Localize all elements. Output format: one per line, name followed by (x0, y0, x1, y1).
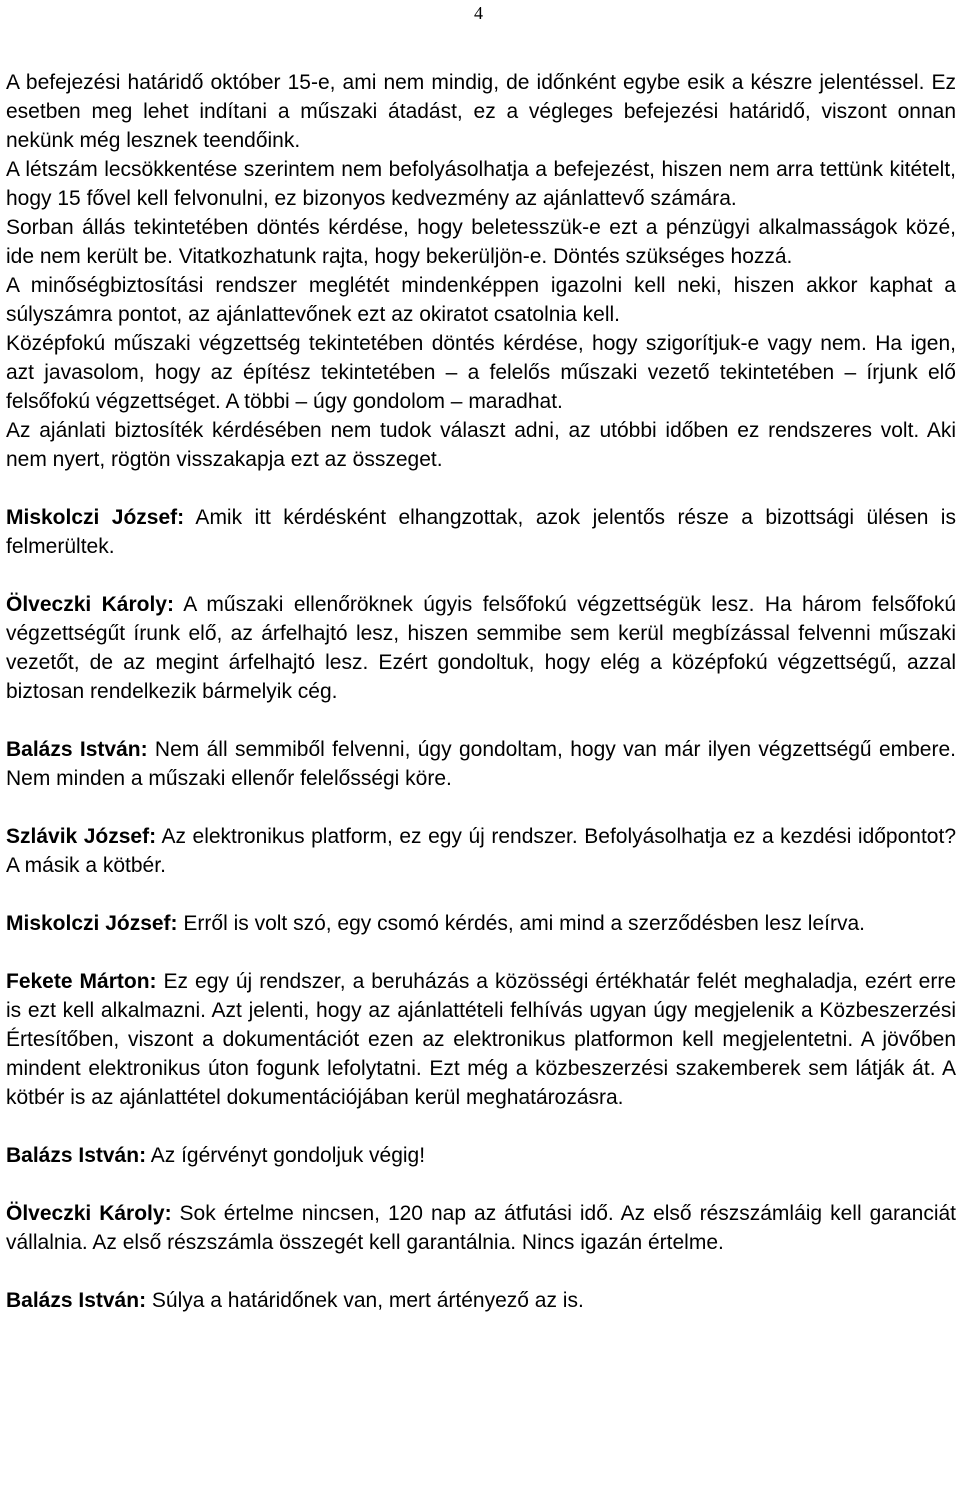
statement-text: Súlya a határidőnek van, mert ártényező az is. (146, 1289, 584, 1312)
statement-text: Az ígérvényt gondoljuk végig! (146, 1144, 426, 1167)
statement-text: Sok értelme nincsen, 120 nap az átfutási idő. Az első részszámláig kell garanciát vállalnia. Az első részszámla összegét kell garantálnia. Nincs igazán értelme. (6, 1202, 956, 1254)
statement (6, 1141, 956, 1170)
speaker-name: Balázs István: (6, 1144, 147, 1167)
speaker-name: Szlávik József: (6, 825, 157, 848)
speaker-name: Balázs István: (6, 738, 148, 761)
statement-text: Erről is volt szó, egy csomó kérdés, ami mind a szerződésben lesz leírva. (177, 912, 865, 935)
statement (6, 909, 956, 938)
intro-paragraph: Sorban állás tekintetében döntés kérdése, hogy beletesszük-e ezt a pénzügyi alkalmasságok közé, ide nem került be. Vitatkozhatunk rajta, hogy bekerüljön-e. Döntés szükséges hozzá. (6, 216, 956, 268)
speaker-name: Fekete Márton: (6, 970, 157, 993)
statement (6, 590, 956, 706)
statement (6, 1199, 956, 1257)
speaker-name: Miskolczi József: (6, 506, 185, 529)
statement (6, 967, 956, 1112)
intro-paragraph: Az ajánlati biztosíték kérdésében nem tudok választ adni, az utóbbi időben ez rendszeres volt. Aki nem nyert, rögtön visszakapja ezt az összeget. (6, 419, 956, 471)
statement-text: A műszaki ellenőröknek úgyis felsőfokú végzettségük lesz. Ha három felsőfokú végzettségűt írunk elő, az árfelhajtó lesz, hiszen semmibe sem kerül megbízással felvenni műszaki vezetőt, de az megint árfelhajtó lesz. Ezért gondoltuk, hogy elég a középfokú végzettségű, azzal biztosan rendelkezik bármelyik cég. (6, 593, 957, 703)
intro-paragraph: A minőségbiztosítási rendszer meglétét mindenképpen igazolni kell neki, hiszen akkor kaphat a súlyszámra pontot, az ajánlattevőnek ezt az okiratot csatolnia kell. (6, 274, 956, 326)
document-body (6, 68, 956, 1315)
intro-paragraph: A befejezési határidő október 15-e, ami nem mindig, de időnként egybe esik a készre jelentéssel. Ez esetben meg lehet indítani a műszaki átadást, ez a végleges befejezési határidő, viszont onnan nekünk még lesznek teendőink. (6, 71, 956, 152)
speaker-name: Ölveczki Károly: (6, 593, 174, 616)
statement-text: Az elektronikus platform, ez egy új rendszer. Befolyásolhatja ez a kezdési időpontot? A másik a kötbér. (6, 825, 956, 877)
statement-text: Amik itt kérdésként elhangzottak, azok jelentős része a bizottsági ülésen is felmerültek. (6, 506, 956, 558)
speaker-name: Miskolczi József: (6, 912, 178, 935)
intro-paragraph: A létszám lecsökkentése szerintem nem befolyásolhatja a befejezést, hiszen nem arra tettünk kitételt, hogy 15 fővel kell felvonulni, ez bizonyos kedvezmény az ajánlattevő számára. (6, 158, 956, 210)
statement (6, 503, 956, 561)
speaker-name: Balázs István: (6, 1289, 147, 1312)
statement-text: Nem áll semmiből felvenni, úgy gondoltam, hogy van már ilyen végzettségű embere. Nem minden a műszaki ellenőr felelősségi köre. (6, 738, 956, 790)
intro-paragraph: Középfokú műszaki végzettség tekintetében döntés kérdése, hogy szigorítjuk-e vagy nem. Ha igen, azt javasolom, hogy az építész tekintetében – a felelős műszaki vezető tekintetében – írjunk elő felsőfokú végzettséget. A többi – úgy gondolom – maradhat. (6, 332, 956, 413)
statement (6, 822, 956, 880)
page-number: 4 (474, 3, 483, 23)
statement (6, 735, 956, 793)
statement (6, 1286, 956, 1315)
speaker-name: Ölveczki Károly: (6, 1202, 172, 1225)
statement-text: Ez egy új rendszer, a beruházás a közösségi értékhatár felét meghaladja, ezért erre is ezt kell alkalmazni. Azt jelenti, hogy az ajánlattételi felhívás ugyan úgy megjelenik a Közbeszerzési Értesítőben, viszont a dokumentációt ezen az elektronikus platformon kell megjelentetni. A jövőben mindent elektronikus úton fogunk lefolytatni. Ezt még a közbeszerzési szakemberek sem látják át. A kötbér is az ajánlattétel dokumentációjában kerül meghatározásra. (6, 970, 957, 1109)
